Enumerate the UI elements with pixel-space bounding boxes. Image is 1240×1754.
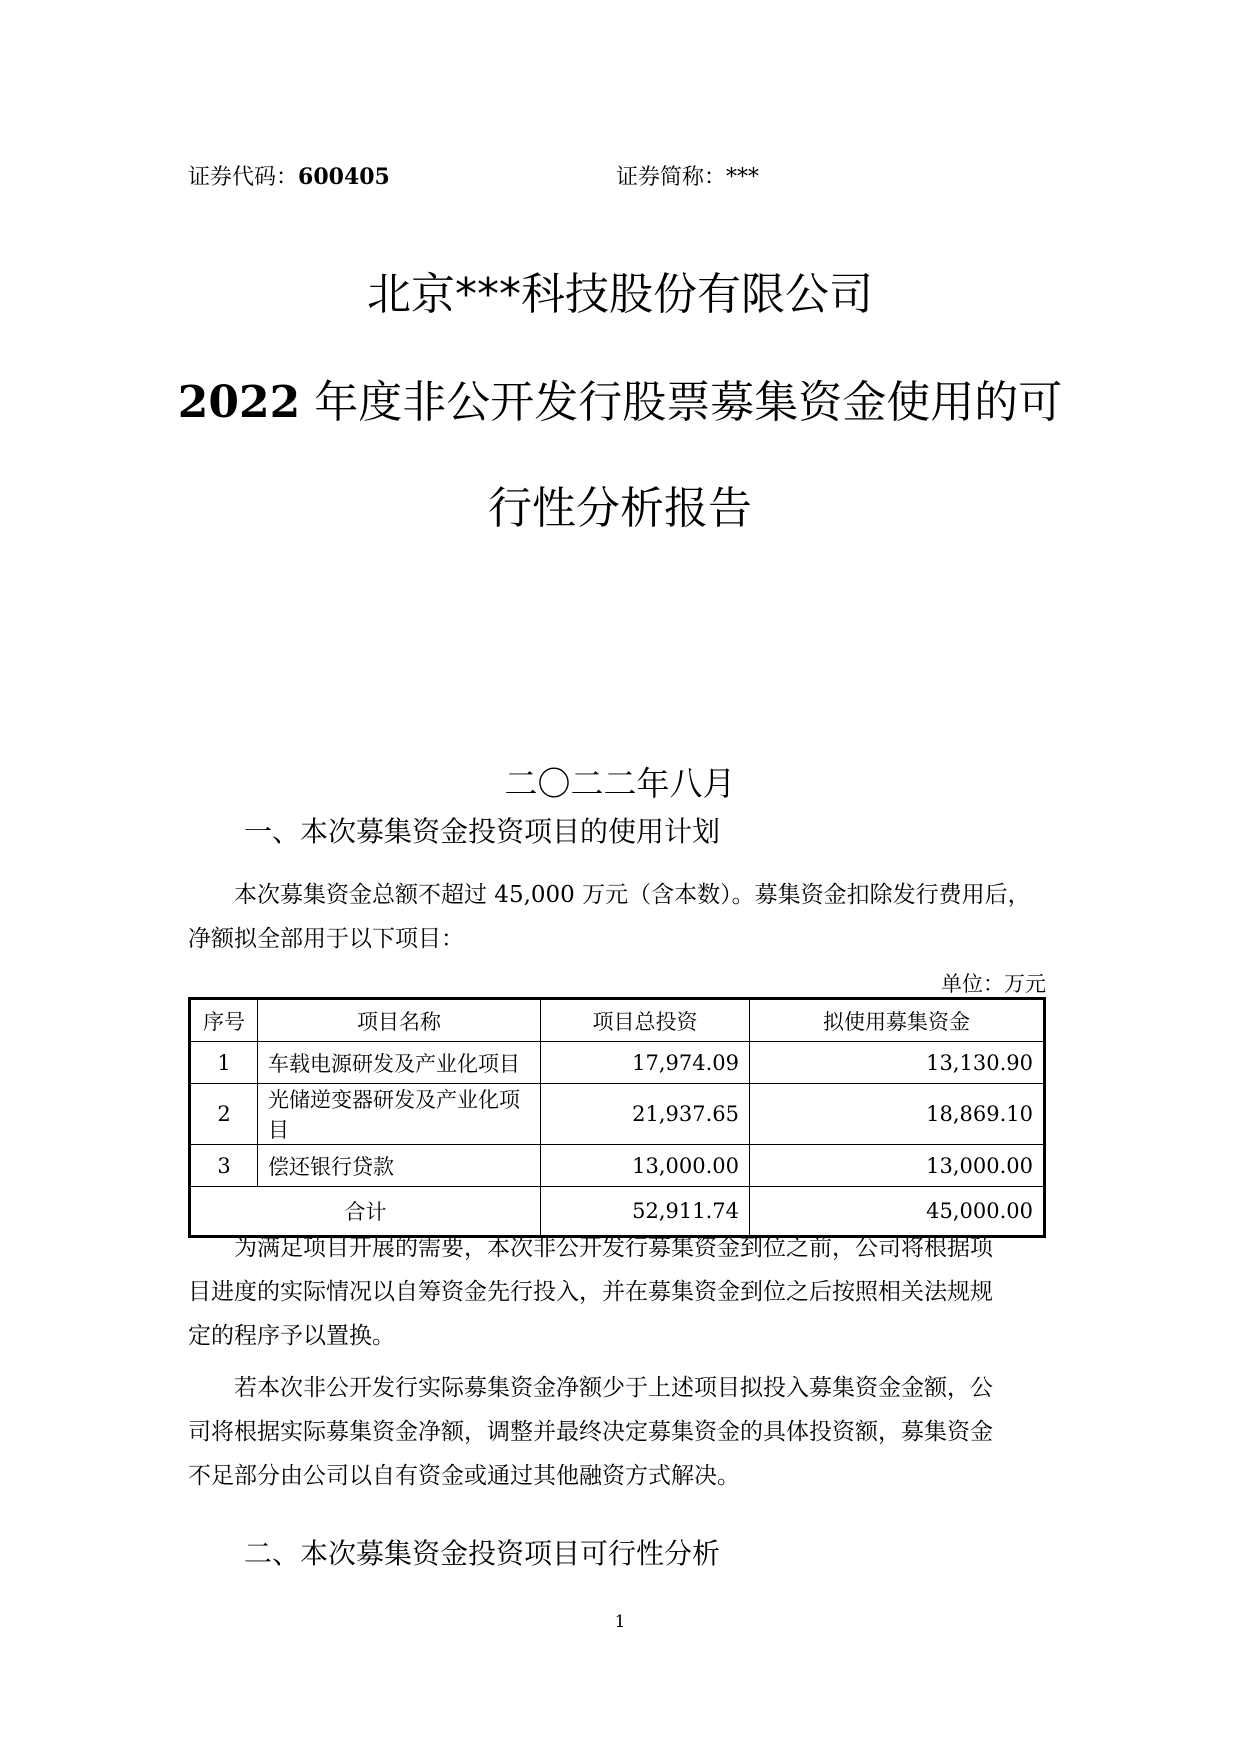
security-code-value: 600405: [298, 164, 390, 190]
row-project-name: 光储逆变器研发及产业化项目: [258, 1084, 541, 1145]
row-no: 3: [190, 1145, 258, 1187]
para2-line1: 为满足项目开展的需要，本次非公开发行募集资金到位之前，公司将根据项: [234, 1235, 993, 1261]
header-no: 序号: [190, 999, 258, 1042]
row-raised-funds: 18,869.10: [750, 1084, 1045, 1145]
security-short-name: [616, 160, 759, 191]
section2-heading: 二、本次募集资金投资项目可行性分析: [244, 1537, 721, 1570]
company-title: 北京***科技股份有限公司: [367, 269, 873, 320]
section1-heading: 一、本次募集资金投资项目的使用计划: [244, 815, 721, 848]
page-number: 1: [614, 1612, 626, 1632]
security-short-label: 证券简称：: [616, 165, 727, 190]
para2-line2: 目进度的实际情况以自筹资金先行投入，并在募集资金到位之后按照相关法规规: [188, 1279, 993, 1305]
section1-para3: [188, 1366, 1084, 1498]
row-total-investment: 17,974.09: [541, 1042, 750, 1084]
security-code-label: 证券代码：: [188, 165, 299, 190]
intro-line2: 净额拟全部用于以下项目：: [188, 926, 464, 952]
total-label: 合计: [190, 1187, 541, 1237]
report-date: 二〇二二年八月: [504, 764, 736, 803]
row-raised-funds: 13,130.90: [750, 1042, 1045, 1084]
report-title-line3: 行性分析报告: [488, 483, 752, 534]
para2-line3: 定的程序予以置换。: [188, 1323, 395, 1349]
report-title-line2: [0, 366, 1240, 430]
section1-intro: [188, 873, 1084, 961]
security-short-value: ***: [726, 165, 760, 190]
row-total-investment: 21,937.65: [541, 1084, 750, 1145]
table-row: [190, 1084, 1045, 1145]
header-project-name: 项目名称: [258, 999, 541, 1042]
total-raised-funds: 45,000.00: [750, 1187, 1045, 1237]
row-raised-funds: 13,000.00: [750, 1145, 1045, 1187]
row-no: 2: [190, 1084, 258, 1145]
total-investment: 52,911.74: [541, 1187, 750, 1237]
para3-line2: 司将根据实际募集资金净额，调整并最终决定募集资金的具体投资额，募集资金: [188, 1419, 993, 1445]
report-title-text: 年度非公开发行股票募集资金使用的可: [314, 377, 1063, 428]
fund-usage-table: [188, 997, 1046, 1238]
report-year: 2022: [177, 377, 301, 428]
row-total-investment: 13,000.00: [541, 1145, 750, 1187]
intro-line1: 本次募集资金总额不超过 45,000 万元（含本数）。募集资金扣除发行费用后，: [234, 882, 1031, 908]
table-row: [190, 1145, 1045, 1187]
row-no: 1: [190, 1042, 258, 1084]
header-raised-funds: 拟使用募集资金: [750, 999, 1045, 1042]
row-project-name: 车载电源研发及产业化项目: [258, 1042, 541, 1084]
row-project-name: 偿还银行贷款: [258, 1145, 541, 1187]
table-unit: 单位：万元: [941, 972, 1046, 996]
table-header-row: [190, 999, 1045, 1042]
section1-para2: [188, 1226, 1084, 1358]
table-row: [190, 1042, 1045, 1084]
para3-line1: 若本次非公开发行实际募集资金净额少于上述项目拟投入募集资金金额，公: [234, 1375, 993, 1401]
para3-line3: 不足部分由公司以自有资金或通过其他融资方式解决。: [188, 1463, 740, 1489]
security-code: [188, 160, 390, 191]
header-total-investment: 项目总投资: [541, 999, 750, 1042]
